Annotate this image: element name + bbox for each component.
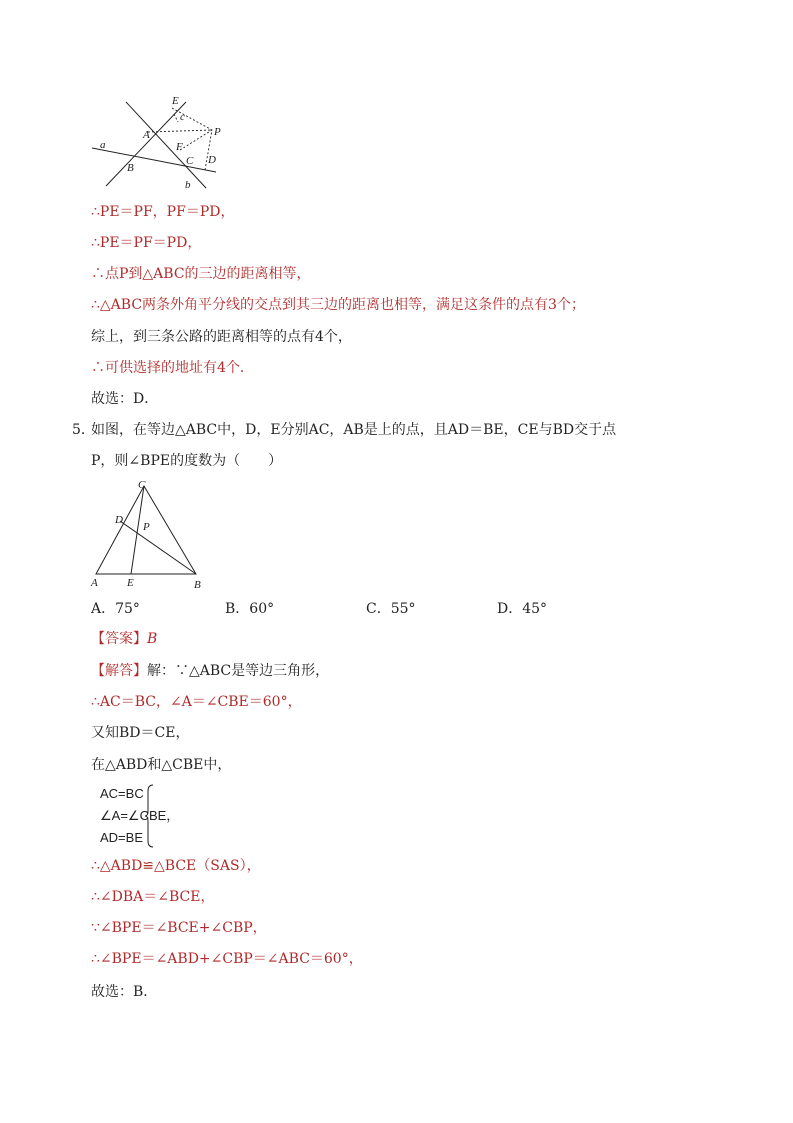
choice-b[interactable]: B．60° [225, 601, 275, 617]
label-a: a [100, 139, 106, 151]
label-C: C [186, 155, 194, 167]
label-c: c [180, 111, 185, 123]
system-line-3: AD=BE [100, 830, 143, 845]
figure-roads [88, 92, 238, 192]
solution-line-3: ∴点P到△ABC的三边的距离相等， [91, 266, 311, 282]
answer-value: B [147, 631, 158, 647]
step-1: ∴AC＝BC，∠A＝∠CBE＝60°， [91, 694, 302, 710]
label-D: D [208, 154, 216, 166]
label-B: B [194, 579, 201, 591]
answer-line [91, 629, 157, 649]
solution-line-1: ∴PE＝PF，PF＝PD， [91, 204, 235, 220]
label-B: B [127, 162, 134, 174]
choice-c[interactable]: C．55° [366, 601, 416, 617]
solution-line-4: ∴△ABC两条外角平分线的交点到其三边的距离也相等，满足这条件的点有3个； [91, 297, 585, 313]
step-3: 在△ABD和△CBE中， [91, 757, 232, 773]
question-text-line2: P，则∠BPE的度数为（ ） [91, 453, 283, 469]
figure-triangle [88, 476, 212, 592]
solution-line-2: ∴PE＝PF＝PD， [91, 235, 202, 251]
step-8: 故选：B． [91, 984, 158, 1000]
equation-system [100, 783, 179, 849]
choice-a[interactable]: A．75° [91, 601, 140, 617]
system-line-2: ∠A=∠CBE， [100, 808, 180, 823]
label-P: P [214, 126, 221, 138]
solution-tag: 【解答】 [91, 663, 147, 679]
label-E: E [127, 577, 134, 589]
step-2: 又知BD＝CE， [91, 725, 190, 741]
step-7: ∴∠BPE＝∠ABD+∠CBP＝∠ABC＝60°， [91, 951, 363, 967]
choices [91, 598, 691, 618]
step-5: ∴∠DBA＝∠BCE， [91, 889, 215, 905]
answer-tag: 【答案】 [91, 631, 147, 647]
label-A: A [91, 577, 98, 589]
label-P: P [143, 521, 150, 533]
solution-intro: 解：∵△ABC是等边三角形， [147, 663, 330, 679]
label-A: A [143, 129, 150, 141]
label-D: D [115, 514, 123, 526]
question-number: 5． [72, 422, 95, 438]
step-6: ∵∠BPE＝∠BCE+∠CBP， [91, 920, 267, 936]
label-F: F [176, 141, 183, 153]
solution-line-5: 综上，到三条公路的距离相等的点有4个， [91, 329, 352, 345]
question-text-line1: 如图，在等边△ABC中，D，E分别AC，AB是上的点，且AD＝BE，CE与BD交于点 [91, 422, 617, 438]
system-line-1: AC=BC [100, 786, 144, 801]
solution-line-6: ∴可供选择的地址有4个． [91, 360, 254, 376]
label-E: E [172, 95, 179, 107]
label-b: b [185, 179, 191, 191]
label-C: C [138, 479, 146, 491]
solution-intro-line [91, 661, 329, 681]
choice-d[interactable]: D．45° [497, 601, 548, 617]
step-4: ∴△ABD≌△BCE（SAS）， [91, 858, 261, 874]
solution-line-7: 故选：D． [91, 391, 159, 407]
